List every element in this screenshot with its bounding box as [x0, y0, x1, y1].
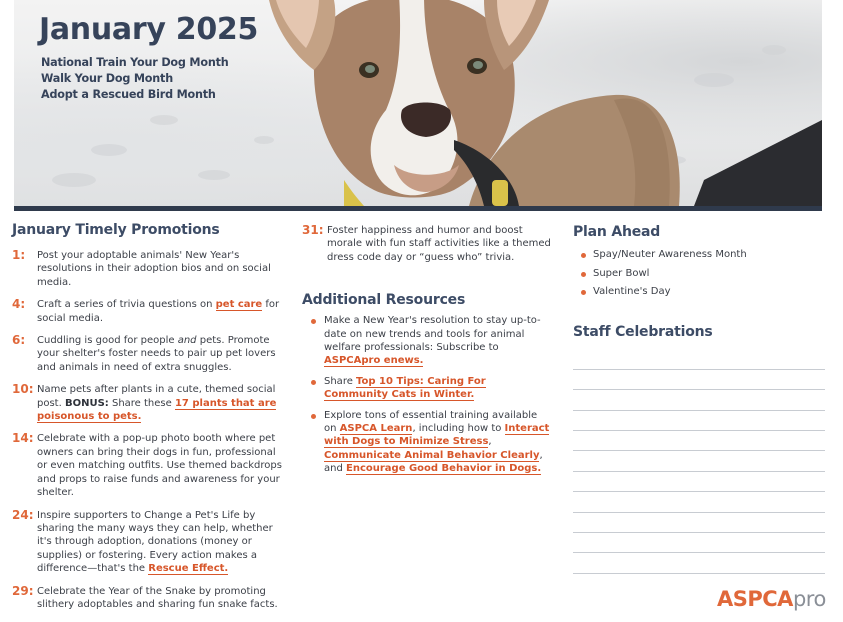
writing-line	[573, 533, 825, 553]
promo-date: 10:	[12, 382, 34, 397]
resources-list	[302, 314, 552, 475]
list-item: Explore tons of essential training available on ASPCA Learn, including how to Interact with Dogs to Minimize Stress, Communicate Animal Behavior Clearly, and Encourage Good Behavior in Dogs.	[302, 409, 552, 476]
list-item: Spay/Neuter Awareness Month	[573, 246, 825, 265]
promo-date: 4:	[12, 297, 26, 312]
promo-item-24	[12, 509, 284, 576]
list-item: Super Bowl	[573, 265, 825, 284]
writing-line	[573, 370, 825, 390]
promo-item-10	[12, 383, 284, 423]
writing-line	[573, 431, 825, 451]
month-observance: Walk Your Dog Month	[41, 72, 173, 85]
communicate-behavior-link[interactable]: Communicate Animal Behavior Clearly	[324, 449, 540, 461]
staff-celebration-lines	[573, 350, 825, 574]
middle-column	[302, 224, 552, 483]
writing-line	[573, 513, 825, 533]
list-item: Valentine's Day	[573, 283, 825, 302]
month-observance: Adopt a Rescued Bird Month	[41, 88, 216, 101]
list-item: Share Top 10 Tips: Caring For Community Cats in Winter.	[302, 375, 552, 402]
list-item: Make a New Year's resolution to stay up-to-date on new trends and tools for animal welfare professionals: Subscribe to ASPCApro enews.	[302, 314, 552, 368]
aspcapro-enews-link[interactable]: ASPCApro enews.	[324, 355, 424, 367]
promo-date: 6:	[12, 333, 26, 348]
writing-line	[573, 472, 825, 492]
writing-line	[573, 390, 825, 410]
promo-date: 31:	[302, 223, 324, 237]
promo-item-14	[12, 432, 284, 499]
section-title-promotions: January Timely Promotions	[12, 222, 220, 238]
promo-text: Cuddling is good for people and pets. Promote your shelter's foster needs to pair up pet lovers and animals in need of extra snuggles.	[37, 335, 276, 373]
section-title-plan: Plan Ahead	[573, 224, 661, 240]
right-column	[573, 224, 825, 574]
interact-with-dogs-link[interactable]: Interact with Dogs to Minimize Stress	[324, 423, 550, 448]
observance-months	[41, 55, 229, 103]
writing-line	[573, 553, 825, 573]
promo-item-29	[12, 585, 284, 612]
promo-text: Post your adoptable animals' New Year's resolutions in their adoption bios and on social media.	[37, 250, 271, 288]
community-cats-tips-link[interactable]: Top 10 Tips: Caring For Community Cats in Winter.	[324, 375, 486, 401]
section-title-staff: Staff Celebrations	[573, 323, 713, 340]
promo-date: 29:	[12, 583, 34, 598]
hero-photo	[14, 0, 822, 206]
promo-item-6	[12, 334, 284, 374]
page-title: January 2025	[39, 12, 259, 47]
rescue-effect-link[interactable]: Rescue Effect.	[148, 563, 229, 575]
aspcapro-logo: ASPCApro	[717, 587, 826, 611]
promo-text: Celebrate with a pop-up photo booth where pet owners can bring their dogs in fun, professional or even matching outfits. Use themed backdrops and props to raise funds and awareness for your shelter.	[37, 433, 282, 499]
writing-line	[573, 451, 825, 471]
writing-line	[573, 350, 825, 370]
promo-date: 14:	[12, 431, 34, 446]
hero-divider	[14, 206, 822, 211]
poisonous-plants-link[interactable]: 17 plants that are poisonous to pets.	[37, 397, 277, 423]
section-title-resources: Additional Resources	[302, 292, 466, 309]
promo-item-4	[12, 298, 284, 325]
promo-date: 1:	[12, 248, 26, 262]
plan-ahead-list	[573, 246, 825, 302]
promo-text: Foster happiness and humor and boost morale with fun staff activities like a themed dress code day or “guess who” trivia.	[327, 225, 551, 263]
aspca-learn-link[interactable]: ASPCA Learn	[339, 423, 413, 435]
month-observance: National Train Your Dog Month	[41, 56, 229, 69]
pet-care-link[interactable]: pet care	[215, 299, 263, 311]
promo-text: Craft a series of trivia questions on pet care for social media.	[37, 299, 280, 324]
timely-promotions	[12, 222, 284, 620]
promo-date: 24:	[12, 507, 34, 522]
promo-item-31	[302, 224, 552, 264]
encourage-good-behavior-link[interactable]: Encourage Good Behavior in Dogs.	[346, 463, 542, 475]
promo-text: Inspire supporters to Change a Pet's Life by sharing the many ways they can help, whether it's through adoption, donations (money or supplies) or fostering. Every action makes a difference—that's the Rescue Effect.	[37, 509, 273, 575]
writing-line	[573, 411, 825, 431]
writing-line	[573, 492, 825, 512]
promo-text: Name pets after plants in a cute, themed social post. BONUS: Share these 17 plants that are poisonous to pets.	[37, 384, 277, 423]
promo-text: Celebrate the Year of the Snake by promoting slithery adoptables and sharing fun snake facts.	[37, 585, 278, 610]
promo-item-1	[12, 249, 284, 289]
